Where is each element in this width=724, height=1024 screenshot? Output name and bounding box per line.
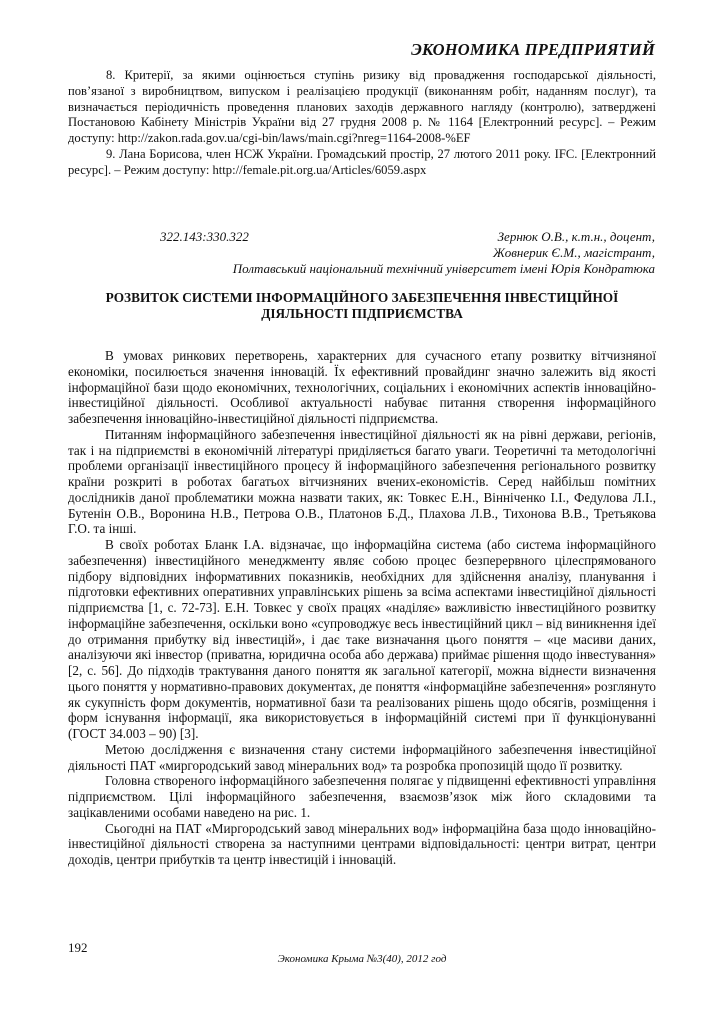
udc-code: 322.143:330.322 bbox=[160, 229, 249, 244]
page-number: 192 bbox=[68, 940, 88, 955]
authors-block bbox=[233, 229, 655, 277]
author-line: Жовнерик Є.М., магістрант, bbox=[492, 245, 655, 260]
body-paragraph: В умовах ринкових перетворень, характерних для сучасного етапу розвитку вітчизняної економіки, посилюється значення інновацій. Їх ефективний провайдинг значно залежить від якості інформаційної бази щодо економічних, технологічних, соціальних і економічних аспектів інноваційно-інвестиційної діяльності. Особливої актуальності набуває питання створення інформаційного забезпечення інноваційно-інвестиційної діяльності підприємства. bbox=[68, 348, 656, 426]
body-paragraph: Питанням інформаційного забезпечення інвестиційної діяльності як на рівні держави, регіонів, так і на підприємстві в економічній літературі приділяється багато уваги. Теоретичні та методологічні проблеми організації інвестиційного процесу й інформаційного забезпечення регіонального розвитку країни розкриті в роботах багатьох вітчизняних вчених-економістів. Серед найбільш помітних дослідників даної проблематики можна назвати таких, як: Товкес Е.Н., Вінніченко І.І., Федулова Л.І., Бутенін О.В., Воронина Н.В., Петрова О.В., Платонов Б.Д., Плахова Л.В., Тихонова В.В., Третьякова Г.О. та інші. bbox=[68, 426, 656, 537]
article-body bbox=[68, 348, 656, 868]
affiliation: Полтавський національний технічний університет імені Юрія Кондратюка bbox=[232, 261, 655, 276]
reference-item: 9. Лана Борисова, член НСЖ України. Громадський простір, 27 лютого 2011 року. IFC. [Електронний ресурс]. – Режим доступу: http://female.pit.org.ua/Articles/6059.aspx bbox=[68, 146, 656, 177]
body-paragraph: В своїх роботах Бланк І.А. відзначає, що інформаційна система (або система інформаційного забезпечення) інвестиційного менеджменту являє собою процес безперервного цілеспрямованого підбору відповідних інформативних показників, необхідних для здійснення аналізу, планування і підготовки ефективних оперативних управлінських рішень за всіма аспектами інвестиційної діяльності підприємства [1, с. 72-73]. Е.Н. Товкес у своїх працях «наділяє» важливістю інвестиційного розвитку інформаційне забезпечення, оскільки воно «супроводжує весь інвестиційний цикл – від виникнення ідеї до отримання прибутку від інвестицій», і дає таке визначання цього поняття – «це масиви даних, аналізуючи які інвестор (приватна, юридична особа або держава) приймає рішення щодо інвестування» [2, с. 56]. До підходів трактування даного поняття як загальної категорії, можна віднести визначення цього поняття у нормативно-правових документах, де поняття «інформаційне забезпечення» розглянуто як сукупність форм документів, нормативної бази та реалізованих рішень щодо обсягів, розміщення і форм існування інформації, яка використовується в інформаційній системі при її функціонуванні (ГОСТ 34.003 – 90) [3]. bbox=[68, 537, 656, 741]
journal-section-header: ЭКОНОМИКА ПРЕДПРИЯТИЙ bbox=[411, 40, 655, 59]
author-line: Зернюк О.В., к.т.н., доцент, bbox=[497, 229, 655, 244]
body-paragraph: Головна створеного інформаційного забезпечення полягає у підвищенні ефективності управління підприємством. Цілі інформаційного забезпечення, взаємозв’язок між його складовими та зацікавленими особами наведено на рис. 1. bbox=[68, 773, 656, 820]
body-paragraph: Метою дослідження є визначення стану системи інформаційного забезпечення інвестиційної діяльності ПАТ «миргородський завод мінеральних вод» та розробка пропозицій щодо її розвитку. bbox=[68, 741, 656, 773]
journal-footer: Экономика Крыма №3(40), 2012 год bbox=[277, 953, 447, 965]
title-line: ДІЯЛЬНОСТІ ПІДПРИЄМСТВА bbox=[261, 306, 463, 321]
references-list bbox=[68, 68, 656, 179]
body-paragraph: Сьогодні на ПАТ «Миргородський завод мінеральних вод» інформаційна база щодо інноваційно-інвестиційної діяльності створена за наступними центрами відповідальності: центри витрат, центри доходів, центри прибутків та центр інвестицій і інновацій. bbox=[68, 820, 656, 867]
reference-item: 8. Критерії, за якими оцінюється ступінь ризику від провадження господарської діяльності, пов’язаної з виробництвом, випуском і реалізацією продукції (виконанням робіт, наданням послуг), та визначається періодичність проведення планових заходів державного нагляду (контролю), затверджені Постановою Кабінету Міністрів України від 27 грудня 2008 р. № 1164 [Електронний ресурс]. – Режим доступу: http://zakon.rada.gov.ua/cgi-bin/laws/main.cgi?nreg=1164-2008-%EF bbox=[68, 68, 656, 146]
title-line: РОЗВИТОК СИСТЕМИ ІНФОРМАЦІЙНОГО ЗАБЕЗПЕЧЕННЯ ІНВЕСТИЦІЙНОЇ bbox=[105, 290, 619, 305]
article-title bbox=[68, 290, 656, 322]
